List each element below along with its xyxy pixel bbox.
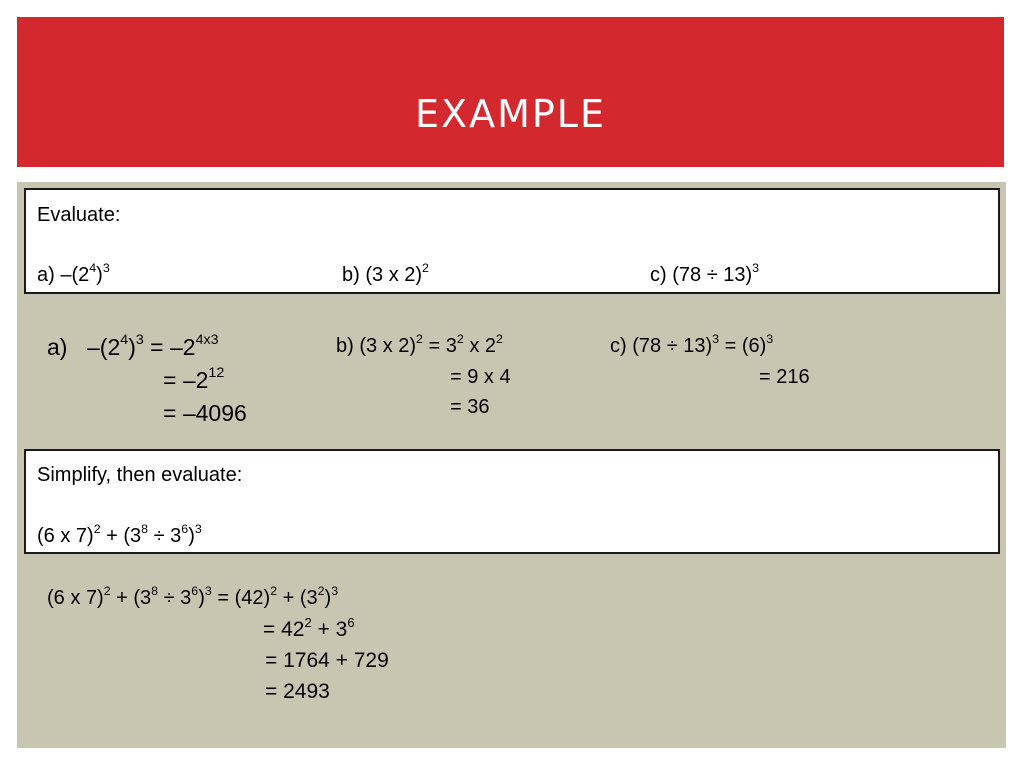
solution1-b-line3: = 36 (450, 396, 490, 418)
title-banner (17, 17, 1004, 167)
problem2-heading: Simplify, then evaluate: (37, 464, 243, 486)
solution1-a-label: a) (47, 334, 68, 360)
solution1-c-line1: c) $(78 \div 13)^3 = (6)^3$ (610, 332, 774, 357)
solution1-a-line2: = $-2^{12}$ (163, 365, 225, 393)
solution1-c-line2: = 216 (759, 366, 810, 388)
solution2-line1: (6 x $7)^2 + (3^8 \div 3^6)^3 = (42)^2 + (3^2)^3$ (47, 584, 339, 609)
problem1-heading: Evaluate: (37, 204, 121, 226)
problem1-item-b: b) (3 x 2)$^2$ (342, 261, 429, 286)
solution2-line4: = 2493 (265, 680, 330, 703)
problem1-item-a: a) $-(2^4)^3$ (37, 261, 110, 286)
problem2-expression: (6 x $7)^2 + (3^8 \div 3^6)^3$ (37, 522, 202, 547)
problem2-box (24, 449, 1000, 554)
solution1-a-line1: $-(2^4)^3 = -2^{4x3}$ (87, 332, 219, 360)
solution1-a-line3: = –4096 (163, 400, 247, 426)
content-panel (17, 182, 1006, 748)
solution1-b-line1: b) (3 x $2)^2 = 3^2$ x $2^2$ (336, 332, 503, 357)
solution2-line2: = $42^2 + 3^6$ (263, 615, 355, 641)
slide-title: EXAMPLE (415, 92, 606, 136)
problem1-item-c: c) $(78 \div 13)^3$ (650, 261, 760, 286)
solution1-b-line2: = 9 x 4 (450, 366, 511, 388)
problem1-box (24, 188, 1000, 294)
solution2-line3: = 1764 + 729 (265, 649, 389, 672)
